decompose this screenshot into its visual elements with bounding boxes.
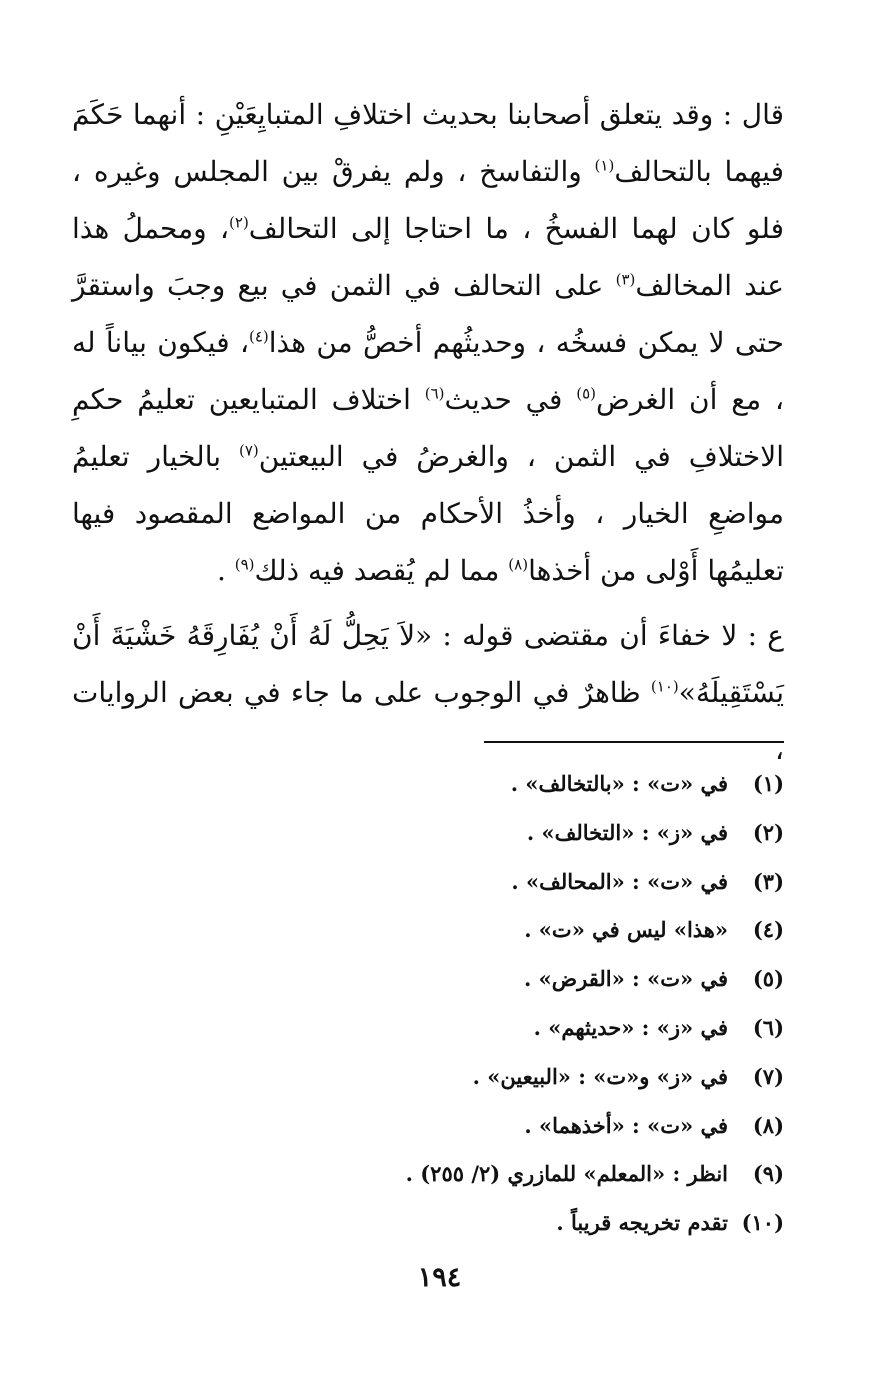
- footnote-8: [72, 1102, 784, 1151]
- text-segment: ع : لا خفاءَ أن مقتضى قوله : «لاَ يَحِلُّ لَهُ أَنْ يُفَارِقَهُ خَشْيَةَ أَنْ يَسْتَقِيلَهُ»: [72, 619, 784, 709]
- footnote-separator: [484, 741, 784, 743]
- text-segment: اختلاف المتبايعين تعليمُ حكمِ الاختلافِ في الثمن ، والغرضُ في البيعتين: [72, 383, 784, 473]
- footnote-text: انظر : «المعلم» للمازري (٢/ ٢٥٥) .: [405, 1161, 728, 1187]
- footnote-number: (٢): [752, 819, 784, 845]
- footnote-marker-8: (٨): [508, 555, 529, 574]
- footnote-marker-6: (٦): [424, 384, 445, 403]
- footnotes-list: [72, 760, 784, 1248]
- footnote-text: في «ز» : «حديثهم» .: [533, 1014, 728, 1040]
- text-segment: ، ومحملُ هذا عند المخالف: [72, 212, 785, 302]
- footnote-6: [72, 1004, 784, 1053]
- footnote-number: (١): [752, 771, 784, 796]
- footnote-number: (٩): [752, 1161, 784, 1187]
- paragraph-2: [72, 607, 784, 778]
- footnote-marker-7: (٧): [238, 441, 259, 460]
- footnote-marker-4: (٤): [249, 327, 269, 346]
- text-segment: والتفاسخ ، ولم يفرقْ بين المجلس وغيره ، فلو كان لهما الفسخُ ، ما احتاجا إلى التحالف: [72, 155, 784, 245]
- paragraph-1: [72, 86, 784, 599]
- text-segment: .: [216, 554, 235, 587]
- footnote-number: (٦): [752, 1014, 784, 1040]
- text-segment: قال : وقد يتعلق أصحابنا بحديث اختلافِ المتبايِعَيْنِ : أنهما حَكَمَ فيهما بالتحالف: [72, 98, 785, 188]
- footnote-text: في «ت» : «أخذهما» .: [524, 1112, 728, 1138]
- footnote-9: [72, 1150, 784, 1199]
- footnote-text: في «ت» : «القرض» .: [524, 966, 728, 992]
- footnote-marker-1: (١): [594, 156, 615, 175]
- footnote-marker-5: (٥): [576, 384, 597, 403]
- footnote-4: [72, 906, 784, 955]
- main-text: [72, 86, 784, 782]
- footnote-text: في «ت» : «المحالف» .: [511, 868, 728, 894]
- footnote-number: (٤): [752, 917, 784, 943]
- footnote-text: في «ز» و«ت» : «البيعين» .: [472, 1063, 728, 1089]
- footnote-number: (٥): [752, 966, 784, 992]
- footnote-marker-10: (١٠): [650, 677, 679, 696]
- page-number: ١٩٤: [417, 1262, 462, 1293]
- footnote-text: «هذا» ليس في «ت» .: [524, 917, 728, 943]
- text-segment: مما لم يُقصد فيه ذلك: [254, 554, 509, 587]
- footnote-number: (٣): [752, 868, 784, 894]
- footnote-marker-9: (٩): [234, 555, 255, 574]
- footnote-text: في «ز» : «التخالف» .: [526, 819, 728, 845]
- footnote-3: [72, 858, 784, 907]
- text-segment: ظاهرٌ في الوجوب على ما جاء في بعض الروايات ،: [72, 676, 784, 766]
- text-segment: في حديث: [444, 383, 577, 416]
- text-segment: على التحالف في الثمن في بيع وجبَ واستقرَّ حتى لا يمكن فسخُه ، وحديثُهم أخصُّ من هذا: [72, 269, 784, 359]
- footnote-10: [72, 1199, 784, 1248]
- footnote-marker-3: (٣): [615, 270, 636, 289]
- footnote-1: [72, 760, 784, 809]
- footnote-marker-2: (٢): [229, 213, 249, 232]
- footnote-text: في «ت» : «بالتخالف» .: [510, 771, 728, 796]
- footnote-2: [72, 809, 784, 858]
- footnote-number: (٧): [752, 1063, 784, 1089]
- footnote-5: [72, 955, 784, 1004]
- text-segment: ، فيكون بياناً له ، مع أن الغرض: [72, 326, 784, 416]
- footnote-number: (٨): [752, 1112, 784, 1138]
- footnote-text: تقدم تخريجه قريباً .: [556, 1210, 728, 1236]
- footnote-7: [72, 1053, 784, 1102]
- text-segment: بالخيار تعليمُ مواضعِ الخيار ، وأخذُ الأحكام من المواضع المقصود فيها تعليمُها أَوْلى من أخذها: [72, 440, 784, 587]
- footnote-number: (١٠): [741, 1210, 784, 1236]
